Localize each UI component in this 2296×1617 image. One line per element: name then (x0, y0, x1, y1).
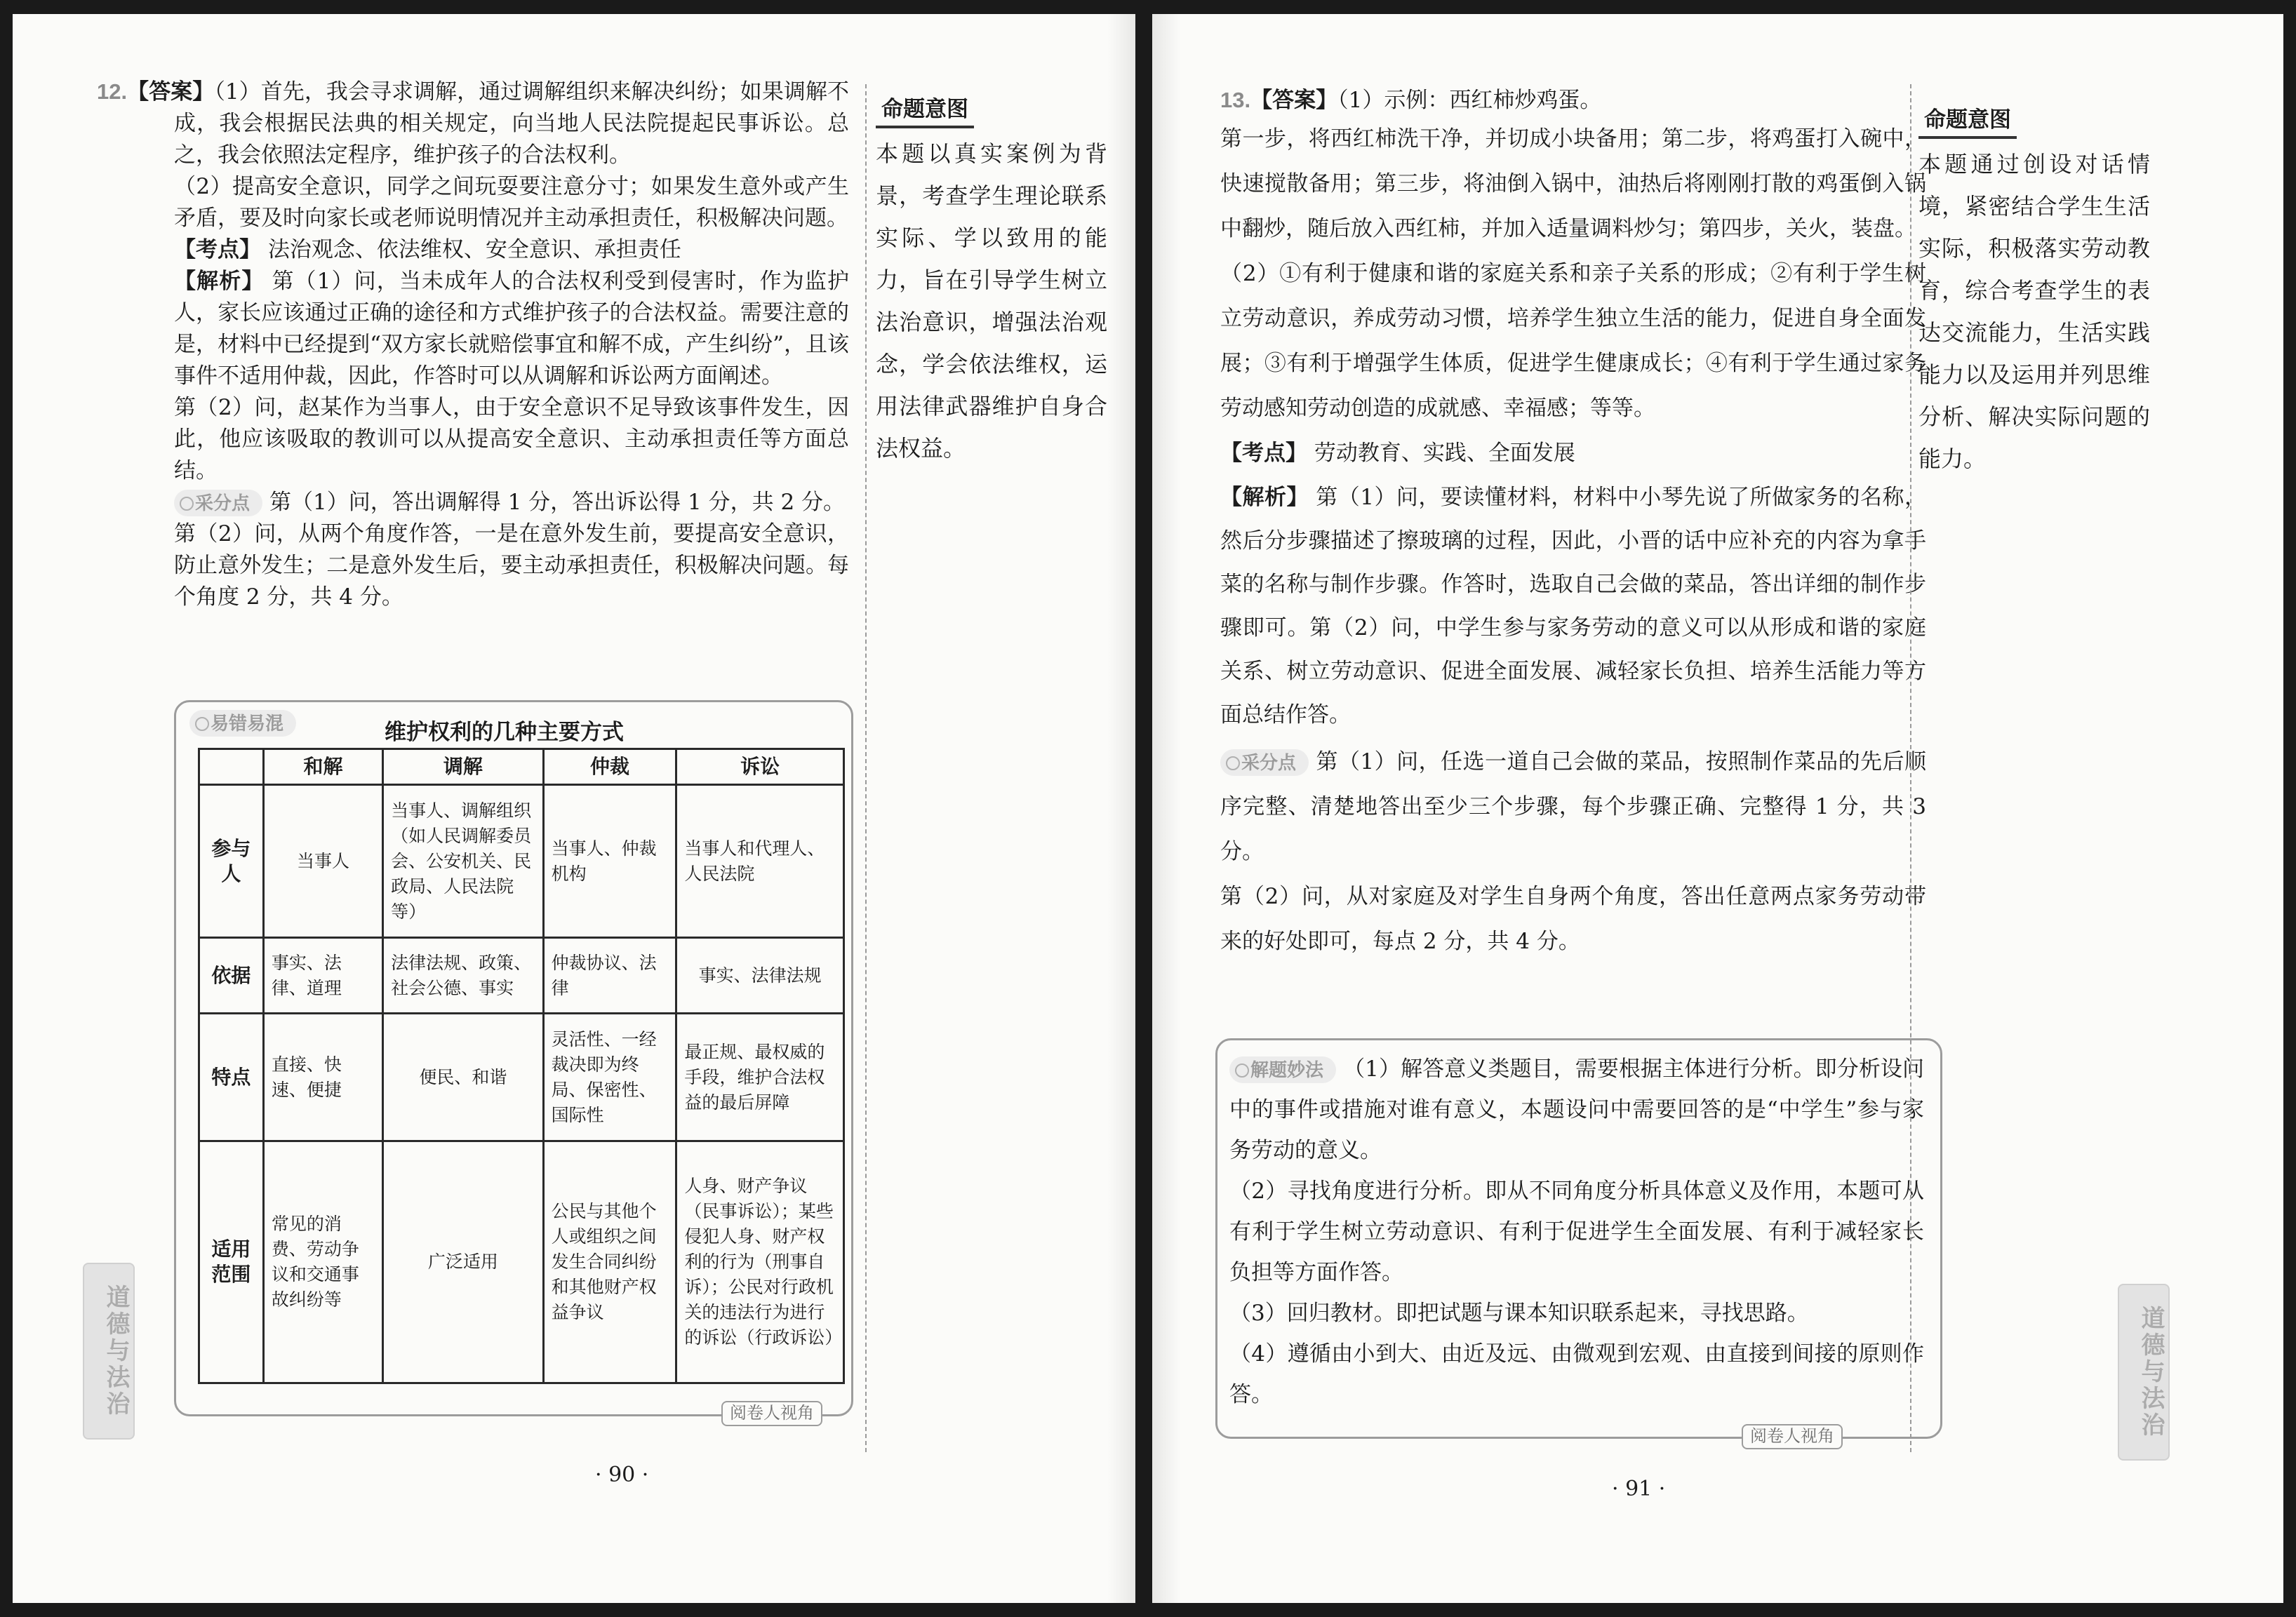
table-header-cell (199, 749, 264, 785)
table-cell: 当事人、调解组织（如人民调解委员会、公安机关、民政局、人民法院等） (383, 785, 544, 938)
row-head: 依据 (199, 938, 264, 1014)
box-footer: 阅卷人视角 (1742, 1424, 1843, 1449)
sidebar-title: 命题意图 (876, 91, 974, 128)
table-cell: 灵活性、一经裁决即为终局、保密性、国际性 (543, 1014, 676, 1141)
intent-sidebar (1918, 102, 2150, 480)
kaodian-text: 法治观念、依法维权、安全意识、承担责任 (267, 237, 681, 262)
error-prone-tag: 易错易混 (189, 710, 296, 737)
question-number: 12. (97, 79, 128, 104)
answer-tag: 【答案】 (127, 79, 215, 105)
q13-scoring-2: 第（2）问，从对家庭及对学生自身两个角度，答出任意两点家务劳动带来的好处即可，每点 2 分，共 4 分。 (1220, 884, 1926, 954)
scoring-tag: 采分点 (174, 490, 262, 516)
rights-table (198, 748, 845, 1384)
page-number: · 91 · (1612, 1477, 1666, 1501)
method-p2: （2）寻找角度进行分析。即从不同角度分析具体意义及作用，本题可从有利于学生树立劳动意识、有利于促进学生全面发展、有利于减轻家长负担等方面作答。 (1229, 1179, 1924, 1285)
page-number: · 90 · (595, 1463, 649, 1487)
q12-answer-1 (97, 76, 849, 171)
sidebar-text: 本题以真实案例为背景，考查学生理论联系实际、学以致用的能力，旨在引导学生树立法治意识，增强法治观念，学会依法维权，运用法律武器维护自身合法权益。 (876, 140, 1107, 462)
table-cell: 法律法规、政策、社会公德、事实 (383, 938, 544, 1014)
subject-tab: 道德与法治 (83, 1263, 135, 1440)
q13-main-column (1220, 84, 1926, 964)
q12-answer-2: （2）提高安全意识，同学之间玩耍要注意分寸；如果发生意外或产生矛盾，要及时向家长或老师说明情况并主动承担责任，积极解决问题。 (174, 174, 849, 231)
q12-kaodian (174, 234, 849, 266)
table-header-cell: 调解 (383, 749, 544, 785)
subject-tab: 道德与法治 (2118, 1284, 2170, 1461)
table-cell: 当事人、仲裁机构 (543, 785, 676, 938)
intent-sidebar (876, 91, 1107, 469)
table-row (199, 785, 844, 938)
method-p4: （4）遵循由小到大、由近及远、由微观到宏观、由直接到间接的原则作答。 (1229, 1341, 1924, 1407)
jiexi-text: 第（1）问，要读懂材料，材料中小琴先说了所做家务的名称，然后分步骤描述了擦玻璃的过程，因此，小晋的话中应补充的内容为拿手菜的名称与制作步骤。作答时，选取自己会做的菜品，答出详细的制作步骤即可。第（2）问，中学生参与家务劳动的意义可以从形成和谐的家庭关系、树立劳动意识、促进全面发展、减轻家长负担、培养生活能力等方面总结作答。 (1220, 485, 1927, 727)
q13-answer-3: （2）①有利于健康和谐的家庭关系和亲子关系的形成；②有利于学生树立劳动意识，养成劳动习惯，培养学生独立生活的能力，促进自身全面发展；③有利于增强学生体质，促进学生健康成长；④有利于学生通过家务劳动感知劳动创造的成就感、幸福感；等等。 (1220, 261, 1926, 421)
scoring-text: 第（1）问，答出调解得 1 分，答出诉讼得 1 分，共 2 分。 (269, 490, 846, 515)
q13-answer-1 (1220, 84, 1926, 116)
table-title: 维护权利的几种主要方式 (385, 720, 624, 744)
table-header-cell: 仲裁 (543, 749, 676, 785)
kaodian-tag: 【考点】 (174, 237, 261, 262)
box-footer: 阅卷人视角 (721, 1401, 822, 1426)
method-p1 (1229, 1049, 1924, 1171)
table-header-cell: 诉讼 (676, 749, 844, 785)
table-row (199, 1014, 844, 1141)
q13-answer-2: 第一步，将西红柿洗干净，并切成小块备用；第二步，将鸡蛋打入碗中，快速搅散备用；第三步，将油倒入锅中，油热后将刚刚打散的鸡蛋倒入锅中翻炒，随后放入西红柿，并加入适量调料炒匀；第四步，关火，装盘。 (1220, 126, 1926, 241)
row-head: 适用范围 (199, 1141, 264, 1383)
method-box-content (1229, 1049, 1924, 1415)
answer-text: （1）首先，我会寻求调解，通过调解组织来解决纠纷；如果调解不成，我会根据民法典的相关规定，向当地人民法院提起民事诉讼。总之，我会依照法定程序，维护孩子的合法权利。 (174, 79, 849, 168)
table-header-row (199, 749, 844, 785)
jiexi-tag: 【解析】 (174, 269, 265, 294)
table-cell: 常见的消费、劳动争议和交通事故纠纷等 (263, 1141, 382, 1383)
q12-main-column (97, 76, 849, 613)
left-page (13, 14, 1135, 1603)
table-cell: 公民与其他个人或组织之间发生合同纠纷和其他财产权益争议 (543, 1141, 676, 1383)
table-header-cell: 和解 (263, 749, 382, 785)
sidebar-title: 命题意图 (1918, 102, 2017, 139)
q12-scoring-2: 第（2）问，从两个角度作答，一是在意外发生前，要提高安全意识，防止意外发生；二是意外发生后，要主动承担责任，积极解决问题。每个角度 2 分，共 4 分。 (174, 521, 849, 610)
sidebar-text: 本题通过创设对话情境，紧密结合学生生活实际，积极落实劳动教育，综合考查学生的表达交流能力，生活实践能力以及运用并列思维分析、解决实际问题的能力。 (1918, 151, 2150, 472)
table-row (199, 938, 844, 1014)
table-cell: 当事人和代理人、人民法院 (676, 785, 844, 938)
question-number: 13. (1220, 88, 1251, 112)
table-cell: 仲裁协议、法律 (543, 938, 676, 1014)
q13-kaodian (1220, 431, 1926, 476)
table-cell: 最正规、最权威的手段，维护合法权益的最后屏障 (676, 1014, 844, 1141)
method-text: （1）解答意义类题目，需要根据主体进行分析。即分析设问中的事件或措施对谁有意义，本题设问中需要回答的是“中学生”参与家务劳动的意义。 (1229, 1056, 1924, 1163)
scoring-tag: 采分点 (1220, 749, 1309, 776)
spine-shadow (1152, 14, 1180, 1603)
row-head: 参与人 (199, 785, 264, 938)
column-divider (1910, 84, 1911, 1452)
table-cell: 便民、和谐 (383, 1014, 544, 1141)
table-cell: 当事人 (263, 785, 382, 938)
right-page (1152, 14, 2283, 1603)
answer-text: （1）示例：西红柿炒鸡蛋。 (1337, 88, 1602, 113)
kaodian-tag: 【考点】 (1220, 441, 1307, 466)
table-row (199, 1141, 844, 1383)
q13-jiexi (1220, 476, 1926, 737)
table-cell: 事实、法律、道理 (263, 938, 382, 1014)
table-cell: 直接、快速、便捷 (263, 1014, 382, 1141)
table-cell: 广泛适用 (383, 1141, 544, 1383)
table-cell: 事实、法律法规 (676, 938, 844, 1014)
answer-tag: 【答案】 (1250, 88, 1338, 113)
scoring-text: 第（1）问，任选一道自己会做的菜品，按照制作菜品的先后顺序完整、清楚地答出至少三个步骤，每个步骤正确、完整得 1 分，共 3 分。 (1220, 749, 1926, 864)
row-head: 特点 (199, 1014, 264, 1141)
method-p3: （3）回归教材。即把试题与课本知识联系起来，寻找思路。 (1229, 1301, 1809, 1326)
method-tag: 解题妙法 (1229, 1056, 1336, 1083)
table-cell: 人身、财产争议（民事诉讼）；某些侵犯人身、财产权利的行为（刑事自诉）；公民对行政机关的违法行为进行的诉讼（行政诉讼） (676, 1141, 844, 1383)
spine-shadow (1107, 14, 1135, 1603)
q12-jiexi-1 (174, 266, 849, 392)
kaodian-text: 劳动教育、实践、全面发展 (1314, 441, 1575, 466)
jiexi-text: 第（1）问，当未成年人的合法权利受到侵害时，作为监护人，家长应该通过正确的途径和方式维护孩子的合法权益。需要注意的是，材料中已经提到“双方家长就赔偿事宜和解不成，产生纠纷”，且该事件不适用仲裁，因此，作答时可以从调解和诉讼两方面阐述。 (174, 269, 849, 389)
jiexi-tag: 【解析】 (1220, 485, 1309, 510)
q13-scoring-1 (1220, 739, 1926, 874)
q12-scoring-1 (174, 487, 849, 518)
q12-jiexi-2: 第（2）问，赵某作为当事人，由于安全意识不足导致该事件发生，因此，他应该吸取的教训可以从提高安全意识、主动承担责任等方面总结。 (174, 395, 849, 483)
column-divider (865, 84, 867, 1452)
